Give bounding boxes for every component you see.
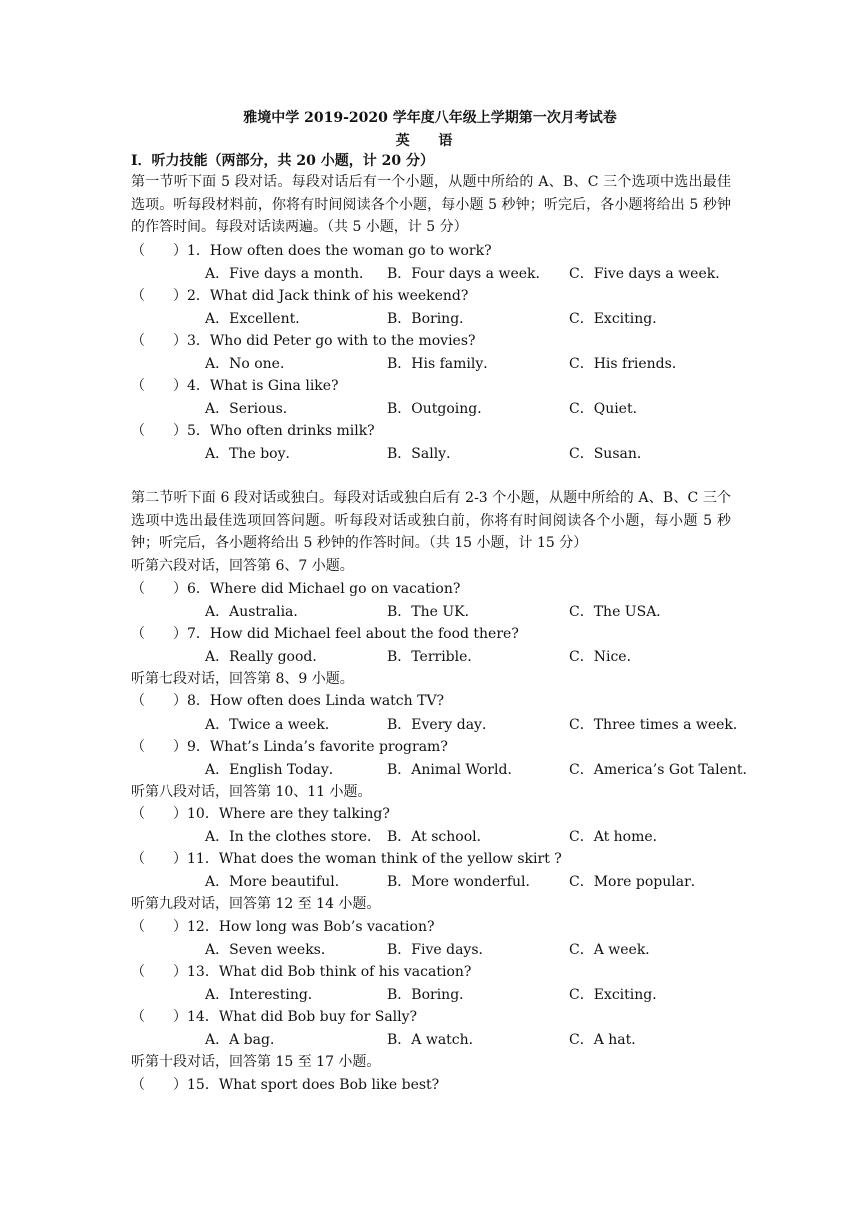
option-a: A．Australia． — [205, 604, 308, 620]
question-text: What does the woman think of the yellow skirt ? — [218, 851, 562, 867]
question-text: How often does the woman go to work? — [209, 243, 492, 259]
option-b: B．Four days a week． — [387, 266, 550, 282]
question-2 — [131, 287, 468, 305]
answer-blank: （ ） — [131, 288, 187, 304]
option-c: C．A hat． — [569, 1032, 646, 1048]
question-8 — [131, 692, 444, 710]
question-text: Who often drinks milk? — [209, 423, 375, 439]
answer-blank: （ ） — [131, 739, 187, 755]
option-a: A．Seven weeks． — [205, 942, 335, 958]
question-6 — [131, 580, 460, 598]
option-c: C．Exciting． — [569, 311, 667, 327]
question-7 — [131, 625, 519, 643]
question-text: Where are they talking? — [218, 806, 390, 822]
option-a: A．Serious． — [205, 401, 297, 417]
group-6-instruction: 听第六段对话，回答第 6、7 小题。 — [131, 558, 354, 574]
option-b: B．Five days． — [387, 942, 493, 958]
question-number: 12． — [187, 919, 219, 935]
section2-intro: 第二节听下面 6 段对话或独白。每段对话或独白后有 2-3 个小题，从题中所给的 A、B、C 三个选项中选出最佳选项回答问题。听每段对话或独白前，你将有时间阅读各个小题，每小题 5 秒钟；听完后，各小题将给出 5 秒钟的作答时间。（共 15 小题，计 15 分） — [131, 490, 731, 551]
answer-blank: （ ） — [131, 243, 187, 259]
option-c: C．His friends． — [569, 356, 686, 372]
option-b: B．Boring． — [387, 311, 474, 327]
question-number: 13． — [187, 964, 219, 980]
question-number: 10． — [187, 806, 219, 822]
question-13 — [131, 963, 471, 981]
question-5 — [131, 422, 375, 440]
answer-blank: （ ） — [131, 581, 187, 597]
question-number: 6． — [187, 581, 210, 597]
option-c: C．Three times a week． — [569, 717, 747, 733]
option-a: A．More beautiful． — [205, 874, 349, 890]
option-b: B．At school． — [387, 829, 491, 845]
section1-intro: 第一节听下面 5 段对话。每段对话后有一个小题，从题中所给的 A、B、C 三个选项中选出最佳选项。听每段材料前，你将有时间阅读各个小题，每小题 5 秒钟；听完后，各小题将给出 5 秒钟的作答时间。每段对话读两遍。（共 5 小题，计 5 分） — [131, 174, 731, 235]
option-a: A．Excellent． — [205, 311, 310, 327]
question-text: What is Gina like? — [209, 378, 339, 394]
question-12 — [131, 918, 434, 936]
group-7-instruction: 听第七段对话，回答第 8、9 小题。 — [131, 671, 354, 687]
answer-blank: （ ） — [131, 806, 187, 822]
option-b: B．Outgoing． — [387, 401, 492, 417]
answer-blank: （ ） — [131, 964, 187, 980]
option-a: A．In the clothes store． — [205, 829, 382, 845]
option-a: A．No one． — [205, 356, 294, 372]
option-c: C．More popular． — [569, 874, 705, 890]
option-b: B．His family． — [387, 356, 498, 372]
group-8-instruction: 听第八段对话，回答第 10、11 小题。 — [131, 784, 372, 800]
option-a: A．A bag． — [205, 1032, 284, 1048]
answer-blank: （ ） — [131, 851, 187, 867]
question-text: What sport does Bob like best? — [218, 1077, 440, 1093]
answer-blank: （ ） — [131, 333, 187, 349]
option-a: A．Really good． — [205, 649, 327, 665]
option-a: A．Twice a week． — [205, 717, 339, 733]
option-c: C．The USA． — [569, 604, 671, 620]
question-1 — [131, 242, 492, 260]
option-a: A．Interesting． — [205, 987, 322, 1003]
question-number: 5． — [187, 423, 210, 439]
option-c: C．Quiet． — [569, 401, 647, 417]
option-a: A．English Today． — [205, 762, 343, 778]
question-number: 14． — [187, 1009, 219, 1025]
option-b: B．Sally． — [387, 446, 461, 462]
question-text: What did Bob buy for Sally? — [218, 1009, 418, 1025]
group-9-instruction: 听第九段对话，回答第 12 至 14 小题。 — [131, 896, 381, 912]
question-number: 15． — [187, 1077, 219, 1093]
question-text: Who did Peter go with to the movies? — [209, 333, 476, 349]
option-a: A．Five days a month． — [205, 266, 373, 282]
option-c: C．Five days a week． — [569, 266, 730, 282]
question-number: 8． — [187, 693, 210, 709]
subject-title: 英 语 — [395, 133, 465, 149]
answer-blank: （ ） — [131, 626, 187, 642]
answer-blank: （ ） — [131, 378, 187, 394]
question-3 — [131, 332, 476, 350]
option-c: C．Susan． — [569, 446, 651, 462]
question-11 — [131, 850, 562, 868]
option-c: C．America’s Got Talent． — [569, 762, 757, 778]
question-4 — [131, 377, 339, 395]
question-14 — [131, 1008, 417, 1026]
question-number: 2． — [187, 288, 210, 304]
option-c: C．Exciting． — [569, 987, 667, 1003]
option-c: C．Nice． — [569, 649, 641, 665]
question-text: How long was Bob’s vacation? — [218, 919, 435, 935]
question-text: What did Jack think of his weekend? — [209, 288, 469, 304]
question-15 — [131, 1076, 439, 1094]
option-b: B．Animal World． — [387, 762, 522, 778]
option-b: B．The UK． — [387, 604, 479, 620]
question-number: 9． — [187, 739, 210, 755]
answer-blank: （ ） — [131, 1077, 187, 1093]
question-text: How often does Linda watch TV? — [209, 693, 445, 709]
question-text: What did Bob think of his vacation? — [218, 964, 472, 980]
question-number: 3． — [187, 333, 210, 349]
group-10-instruction: 听第十段对话，回答第 15 至 17 小题。 — [131, 1054, 381, 1070]
answer-blank: （ ） — [131, 919, 187, 935]
answer-blank: （ ） — [131, 1009, 187, 1025]
option-a: A．The boy． — [205, 446, 300, 462]
option-b: B．Terrible． — [387, 649, 482, 665]
question-text: How did Michael feel about the food there? — [209, 626, 519, 642]
option-b: B．A watch． — [387, 1032, 483, 1048]
answer-blank: （ ） — [131, 693, 187, 709]
exam-title: 雅境中学 2019-2020 学年度八年级上学期第一次月考试卷 — [243, 110, 617, 126]
question-text: Where did Michael go on vacation? — [209, 581, 461, 597]
answer-blank: （ ） — [131, 423, 187, 439]
option-b: B．Boring． — [387, 987, 474, 1003]
option-b: B．Every day． — [387, 717, 496, 733]
question-number: 7． — [187, 626, 210, 642]
part1-heading: I．听力技能（两部分，共 20 小题，计 20 分） — [131, 153, 435, 169]
option-c: C．At home． — [569, 829, 667, 845]
question-10 — [131, 805, 390, 823]
question-number: 11． — [187, 851, 219, 867]
question-number: 1． — [187, 243, 210, 259]
question-number: 4． — [187, 378, 210, 394]
question-9 — [131, 738, 448, 756]
question-text: What’s Linda’s favorite program? — [209, 739, 448, 755]
option-b: B．More wonderful． — [387, 874, 540, 890]
option-c: C．A week． — [569, 942, 660, 958]
